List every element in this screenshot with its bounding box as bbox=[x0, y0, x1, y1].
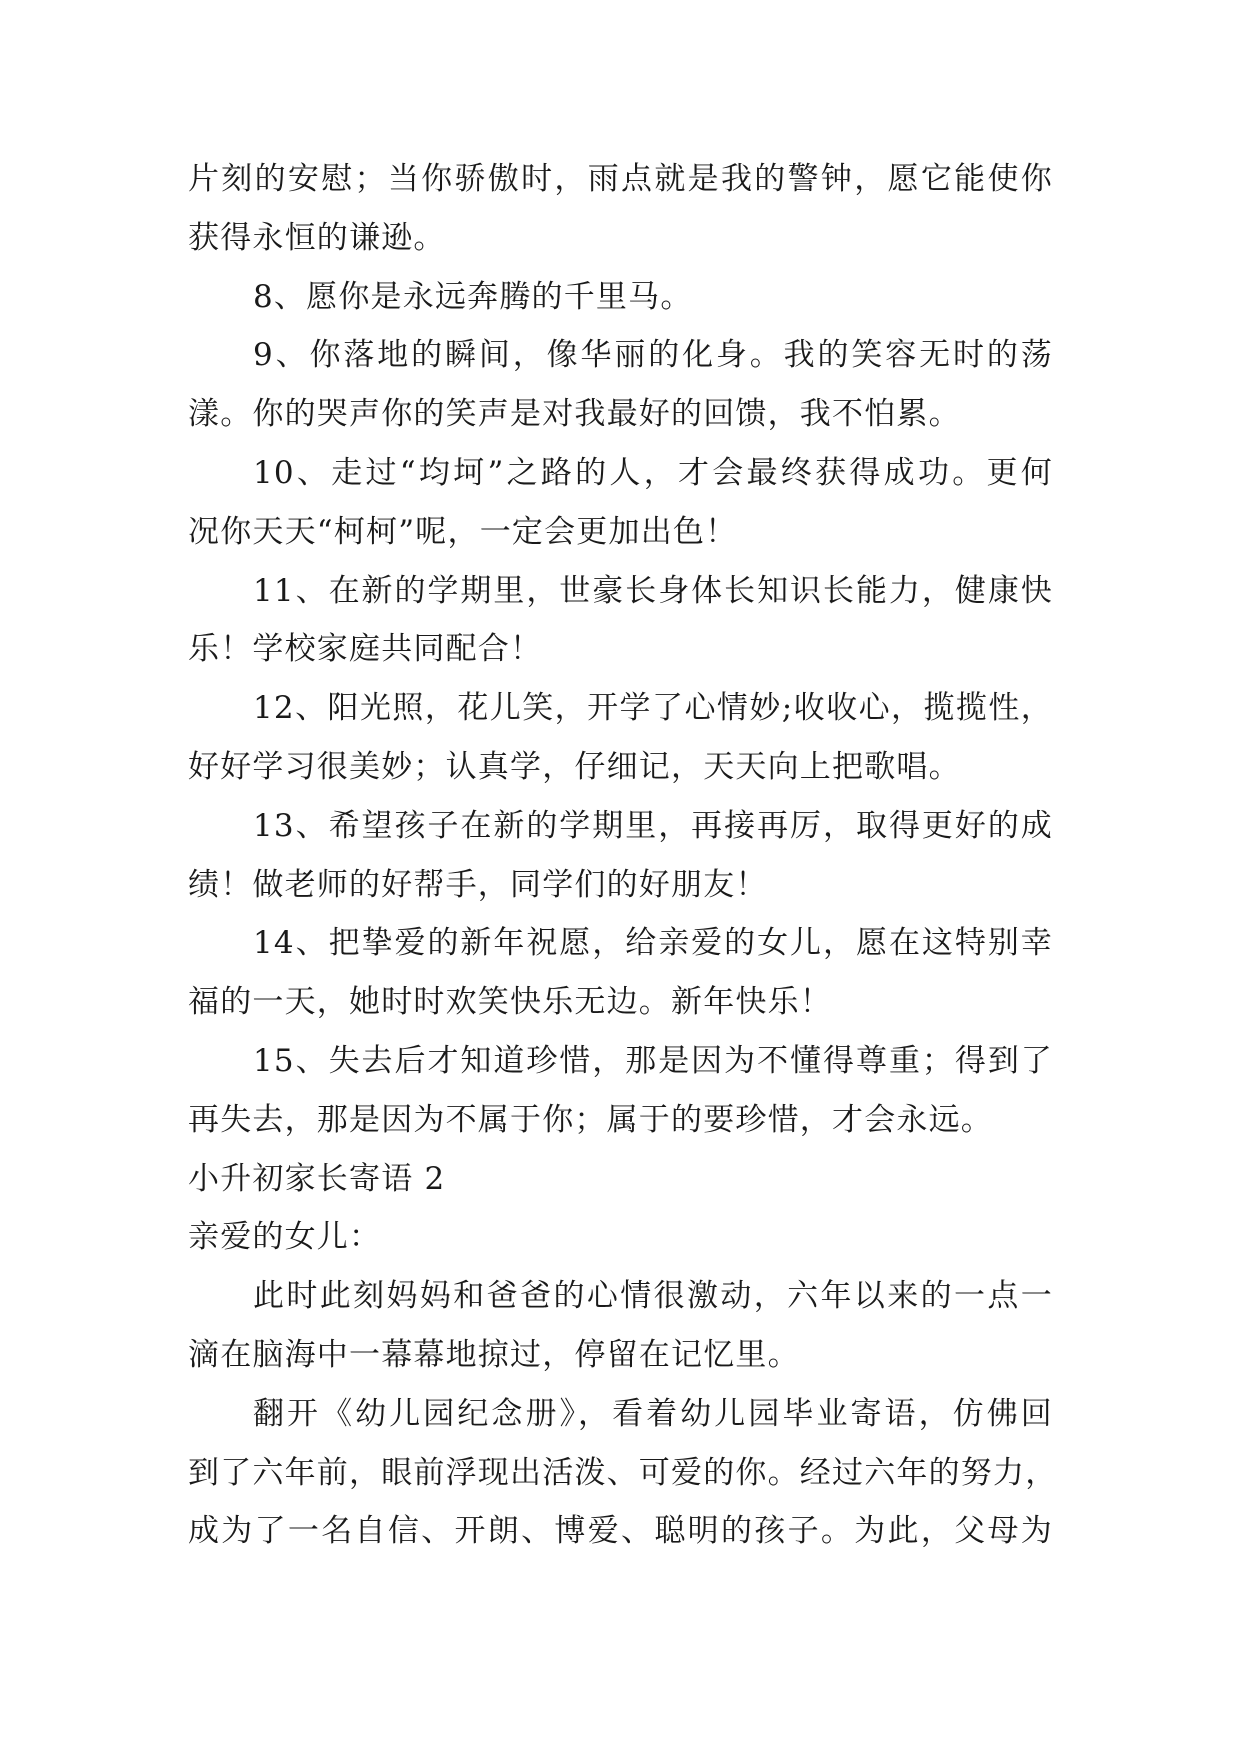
text-line: 况你天天“柯柯”呢，一定会更加出色！ bbox=[188, 513, 738, 550]
text-line: 绩！做老师的好帮手，同学们的好朋友！ bbox=[188, 866, 768, 903]
text-line: 好好学习很美妙；认真学，仔细记，天天向上把歌唱。 bbox=[188, 748, 961, 785]
text-line: 到了六年前，眼前浮现出活泼、可爱的你。经过六年的努力， bbox=[188, 1454, 1058, 1491]
text-line: 乐！学校家庭共同配合！ bbox=[188, 631, 543, 668]
section-heading: 小升初家长寄语 2 bbox=[188, 1160, 446, 1197]
salutation: 亲爱的女儿： bbox=[188, 1219, 382, 1256]
text-line: 成为了一名自信、开朗、博爱、聪明的孩子。为此，父母为 bbox=[188, 1513, 1053, 1550]
text-line: 片刻的安慰；当你骄傲时，雨点就是我的警钟，愿它能使你 bbox=[188, 161, 1053, 197]
text-line: 再失去，那是因为不属于你；属于的要珍惜，才会永远。 bbox=[188, 1101, 993, 1138]
list-item-12: 12、阳光照，花儿笑，开学了心情妙;收收心，揽揽性， bbox=[253, 690, 1053, 727]
list-item-11: 11、在新的学期里，世豪长身体长知识长能力，健康快 bbox=[253, 572, 1053, 609]
text-line: 福的一天，她时时欢笑快乐无边。新年快乐！ bbox=[188, 984, 832, 1021]
text-line: 滴在脑海中一幕幕地掠过，停留在记忆里。 bbox=[188, 1336, 800, 1373]
list-item-10: 10、走过“均坷”之路的人，才会最终获得成功。更何 bbox=[253, 454, 1053, 491]
list-item-13: 13、希望孩子在新的学期里，再接再厉，取得更好的成 bbox=[253, 807, 1053, 844]
text-line: 漾。你的哭声你的笑声是对我最好的回馈，我不怕累。 bbox=[188, 396, 961, 433]
text-line: 获得永恒的谦逊。 bbox=[188, 219, 446, 256]
list-item-14: 14、把挚爱的新年祝愿，给亲爱的女儿，愿在这特别幸 bbox=[253, 925, 1053, 962]
list-item-9: 9、你落地的瞬间，像华丽的化身。我的笑容无时的荡 bbox=[253, 337, 1053, 374]
paragraph-line: 此时此刻妈妈和爸爸的心情很激动，六年以来的一点一 bbox=[253, 1278, 1053, 1315]
document-body bbox=[188, 150, 1058, 1561]
list-item-15: 15、失去后才知道珍惜，那是因为不懂得尊重；得到了 bbox=[253, 1042, 1053, 1079]
list-item-8: 8、愿你是永远奔腾的千里马。 bbox=[253, 278, 693, 315]
paragraph-line: 翻开《幼儿园纪念册》，看着幼儿园毕业寄语，仿佛回 bbox=[253, 1395, 1053, 1432]
